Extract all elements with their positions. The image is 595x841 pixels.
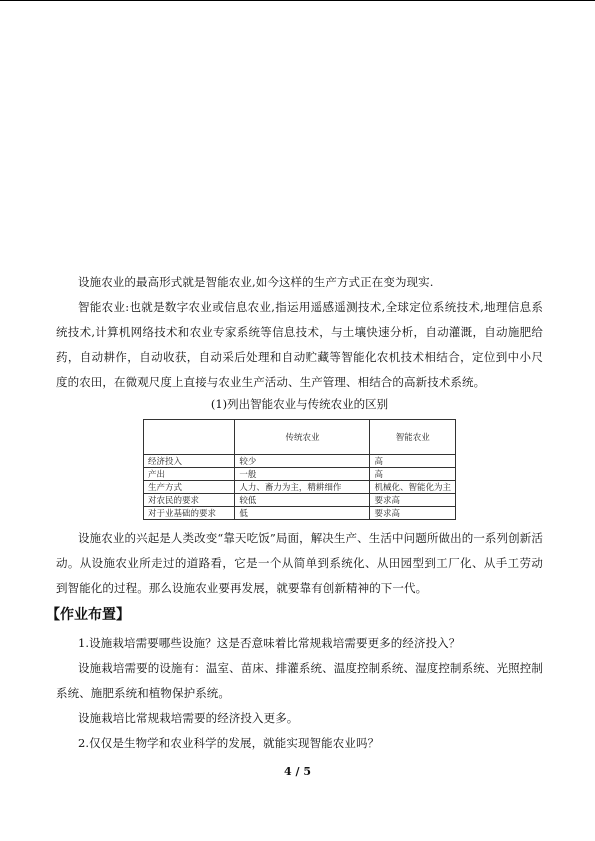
table-header-cell bbox=[144, 420, 235, 455]
table-header-row bbox=[144, 420, 456, 455]
paragraph-intro: 设施农业的最高形式就是智能农业,如今这样的生产方式正在变为现实. bbox=[78, 275, 434, 289]
table-cell: 对农民的要求 bbox=[144, 494, 235, 507]
table-cell: 较低 bbox=[235, 494, 370, 507]
table-row bbox=[144, 507, 456, 520]
table-header-cell: 智能农业 bbox=[370, 420, 456, 455]
table-row bbox=[144, 468, 456, 481]
table-cell: 生产方式 bbox=[144, 481, 235, 494]
table-cell: 较少 bbox=[235, 455, 370, 468]
table-cell: 人力、畜力为主，精耕细作 bbox=[235, 481, 370, 494]
table-cell: 高 bbox=[370, 468, 456, 481]
table-cell: 产出 bbox=[144, 468, 235, 481]
table-cell: 经济投入 bbox=[144, 455, 235, 468]
header-rule bbox=[0, 0, 595, 1]
table-cell: 低 bbox=[235, 507, 370, 520]
table-row bbox=[144, 455, 456, 468]
table-row bbox=[144, 481, 456, 494]
table-cell: 要求高 bbox=[370, 507, 456, 520]
table-caption: (1)列出智能农业与传统农业的区别 bbox=[210, 397, 389, 411]
table-cell: 要求高 bbox=[370, 494, 456, 507]
table-row bbox=[144, 494, 456, 507]
table-cell: 一般 bbox=[235, 468, 370, 481]
homework-answer-1: 设施栽培需要的设施有：温室、苗床、排灌系统、温度控制系统、湿度控制系统、光照控制系统、施肥系统和植物保护系统。 bbox=[56, 661, 543, 700]
homework-heading: 【作业布置】 bbox=[46, 607, 130, 623]
homework-question-1: 1.设施栽培需要哪些设施？这是否意味着比常规栽培需要更多的经济投入？ bbox=[78, 636, 461, 650]
page-number: 4 / 5 bbox=[284, 765, 311, 778]
homework-answer-1b: 设施栽培比常规栽培需要的经济投入更多。 bbox=[78, 711, 299, 725]
homework-question-2: 2.仅仅是生物学和农业科学的发展，就能实现智能农业吗？ bbox=[78, 736, 380, 750]
table-cell: 机械化、智能化为主 bbox=[370, 481, 456, 494]
table-cell: 高 bbox=[370, 455, 456, 468]
paragraph-development: 设施农业的兴起是人类改变“靠天吃饭”局面，解决生产、生活中问题所做出的一系列创新活动。从设施农业所走过的道路看，它是一个从简单到系统化、从田园型到工厂化、从手工劳动到智能化的过程。那么设施农业要再发展，就要靠有创新精神的下一代。 bbox=[56, 531, 543, 595]
comparison-table bbox=[143, 419, 456, 520]
table-cell: 对于业基础的要求 bbox=[144, 507, 235, 520]
table-header-cell: 传统农业 bbox=[235, 420, 370, 455]
page-content bbox=[46, 270, 543, 756]
paragraph-definition: 智能农业:也就是数字农业或信息农业,指运用遥感遥测技术,全球定位系统技术,地理信息系统技术,计算机网络技术和农业专家系统等信息技术，与土壤快速分析，自动灌溉，自动施肥给药，自动耕作，自动收获，自动采后处理和自动贮藏等智能化农机技术相结合，定位到中小尺度的农田，在微观尺度上直接与农业生产活动、生产管理、相结合的高新技术系统。 bbox=[56, 300, 543, 389]
